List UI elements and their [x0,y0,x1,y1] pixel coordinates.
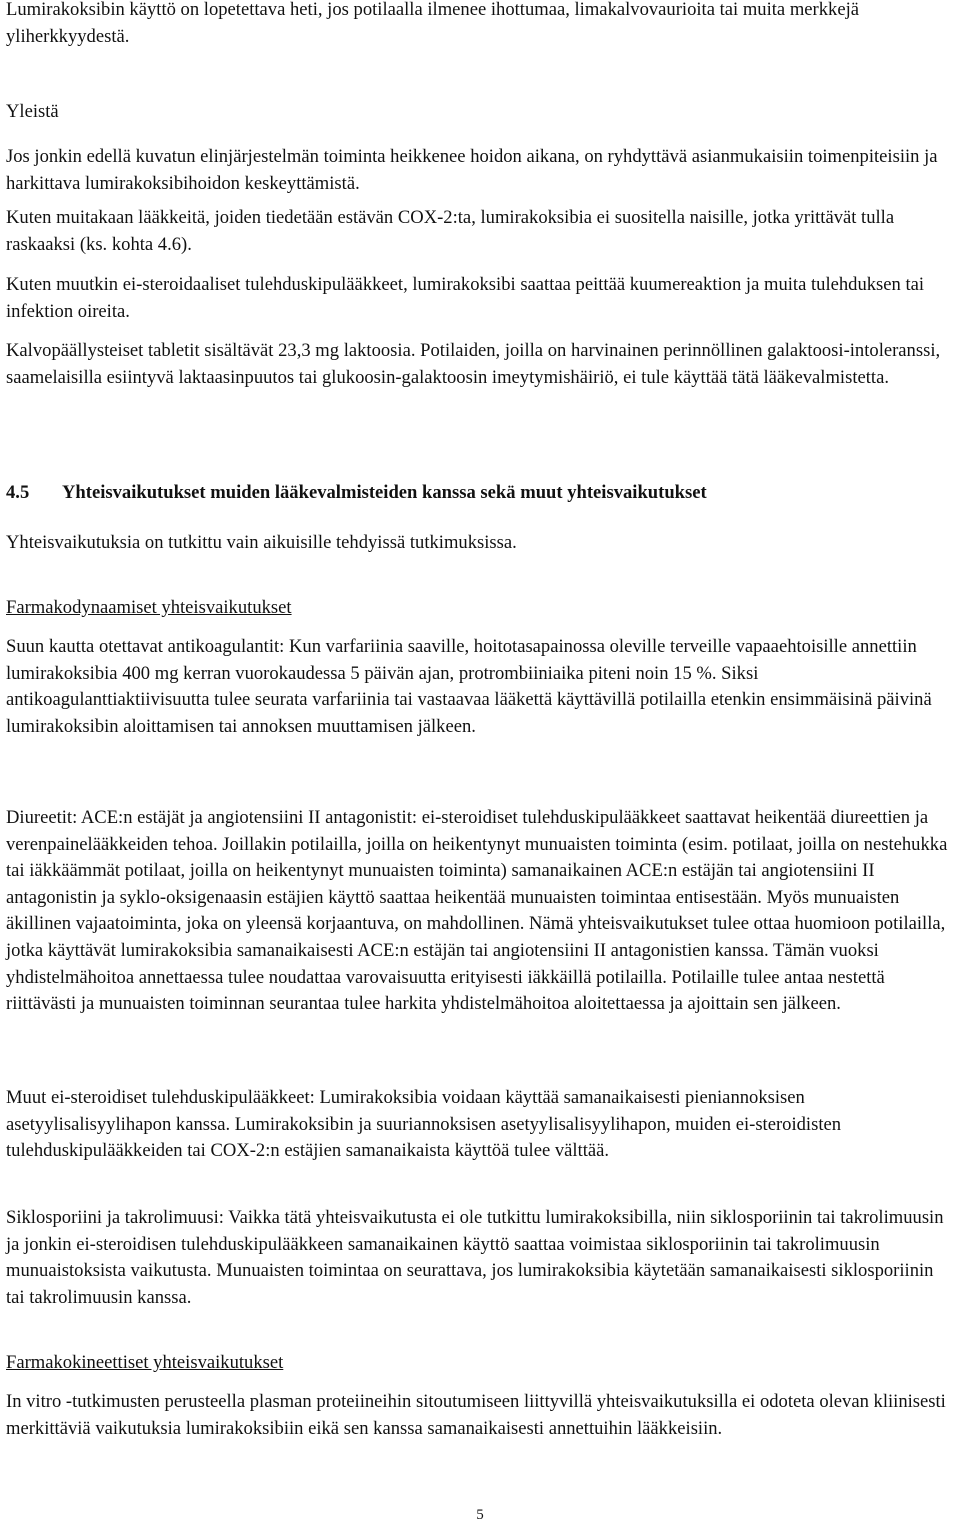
paragraph-yleista-4: Kalvopäällysteiset tabletit sisältävät 23,3 mg laktoosia. Potilaiden, joilla on harvinainen perinnöllinen galaktoosi-intoleranssi, saamelaisilla esiintyvä laktaasinpuutos tai glukoosin-galaktoosin imeytymishäiriö, ei tule käyttää tätä lääkevalmistetta. [6,340,941,388]
heading-farmakodynaamiset: Farmakodynaamiset yhteisvaikutukset [6,597,292,618]
paragraph-intro: Lumirakoksibin käyttö on lopetettava heti, jos potilaalla ilmenee ihottumaa, limakalvovaurioita tai muita merkkejä yliherkkyydestä. [6,0,860,47]
section-intro: Yhteisvaikutuksia on tutkittu vain aikuisille tehdyissä tutkimuksissa. [6,532,517,553]
section-title: Yhteisvaikutukset muiden lääkevalmisteiden kanssa sekä muut yhteisvaikutukset [62,482,707,503]
section-heading [6,480,954,507]
paragraph-siklosporiini: Siklosporiini ja takrolimuusi: Vaikka tätä yhteisvaikutusta ei ole tutkittu lumirakoksibilla, niin siklosporiinin tai takrolimuusin ja jonkin ei-steroidisen tulehduskipulääkkeen samanaikainen käyttö saattaa voimistaa siklosporiinin tai takrolimuusin munuaistoksista vaikutusta. Munuaisten toimintaa on seurattava, jos lumirakoksibia käytetään samanaikaisesti siklosporiinin tai takrolimuusin kanssa. [6,1207,944,1308]
heading-yleista: Yleistä [6,101,59,122]
paragraph-antikoagulantit: Suun kautta otettavat antikoagulantit: Kun varfariinia saaville, hoitotasapainossa oleville terveille vapaaehtoisille annettiin lumirakoksibia 400 mg kerran vuorokaudessa 5 päivän ajan, protrombiiniaika piteni noin 15 %. Siksi antikoagulanttiaktiivisuutta tulee seurata varfariinia tai vastaavaa lääkettä käyttävillä potilailla etenkin ensimmäisinä päivinä lumirakoksibin aloittamisen tai annoksen muuttamisen jälkeen. [6,636,932,737]
paragraph-yleista-1: Jos jonkin edellä kuvatun elinjärjestelmän toiminta heikkenee hoidon aikana, on ryhdyttävä asianmukaisiin toimenpiteisiin ja harkittava lumirakoksibihoidon keskeyttämistä. [6,146,938,194]
heading-farmakokineettiset: Farmakokineettiset yhteisvaikutukset [6,1352,284,1373]
paragraph-muut-tulehduskipulaakkeet: Muut ei-steroidiset tulehduskipulääkkeet: Lumirakoksibia voidaan käyttää samanaikaisesti pieniannoksisen asetyylisalisyylihapon kanssa. Lumirakoksibin ja suuriannoksisen asetyylisalisyylihapon, muiden ei-steroidisten tulehduskipulääkkeiden tai COX-2:n estäjien samanaikaista käyttöä tulee välttää. [6,1087,842,1162]
paragraph-in-vitro: In vitro -tutkimusten perusteella plasman proteiineihin sitoutumiseen liittyvillä yhteisvaikutuksilla ei odoteta olevan kliinisesti merkittäviä vaikutuksia lumirakoksibiin eikä sen kanssa samanaikaisesti annettuihin lääkkeisiin. [6,1391,946,1439]
section-number: 4.5 [6,482,30,503]
paragraph-yleista-3: Kuten muutkin ei-steroidaaliset tulehduskipulääkkeet, lumirakoksibi saattaa peittää kuumereaktion ja muita tulehduksen tai infektion oireita. [6,274,925,322]
page-number: 5 [476,1507,484,1523]
paragraph-diureetit: Diureetit: ACE:n estäjät ja angiotensiini II antagonistit: ei-steroidiset tulehduskipulääkkeet saattavat heikentää diureettien ja verenpainelääkkeiden tehoa. Joillakin potilailla, joilla on heikentynyt munuaisten toiminta (esim. potilaat, joilla on nestehukka tai iäkkäämmät potilaat, joilla on heikentynyt munuaisten toiminta) samanaikainen ACE:n estäjän tai angiotensiini II antagonistin ja syklo-oksigenaasin estäjien käyttö saattaa heikentää munuaisten toimintaa entisestään. Myös munuaisten äkillinen vajaatoiminta, joka on yleensä korjaantuva, on mahdollinen. Nämä yhteisvaikutukset tulee ottaa huomioon potilailla, jotka käyttävät lumirakoksibia samanaikaisesti ACE:n estäjän tai angiotensiini II antagonistien kanssa. Tämän vuoksi yhdistelmähoitoa annettaessa tulee noudattaa varovaisuutta erityisesti iäkkäillä potilailla. Potilaille tulee antaa nestettä riittävästi ja munuaisten toiminnan seurantaa tulee harkita yhdistelmähoitoa aloitettaessa ja ajoittain sen jälkeen. [6,807,948,1015]
paragraph-yleista-2: Kuten muitakaan lääkkeitä, joiden tiedetään estävän COX-2:ta, lumirakoksibia ei suositella naisille, jotka yrittävät tulla raskaaksi (ks. kohta 4.6). [6,207,895,255]
